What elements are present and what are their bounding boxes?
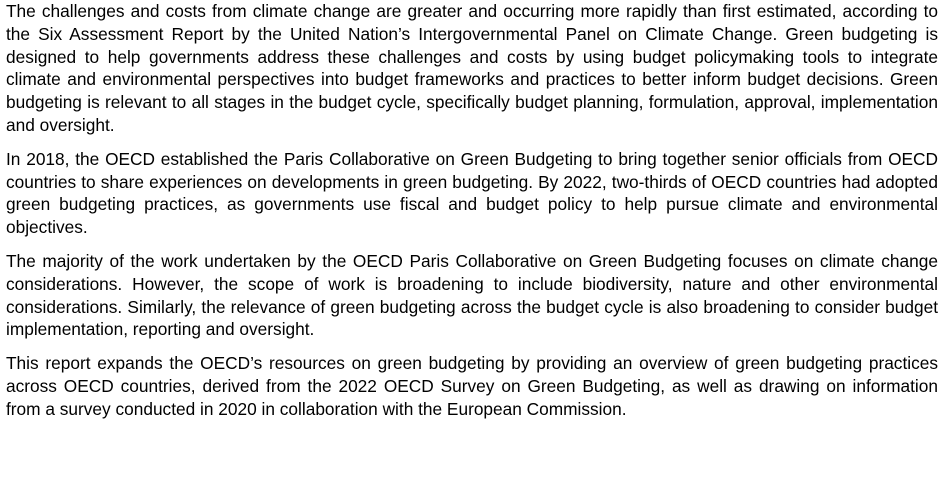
paragraph-scope-of-work: The majority of the work undertaken by the OECD Paris Collaborative on Green Budgeting focuses on climate change considerations. However, the scope of work is broadening to include biodiversity, nature and other environmental considerations. Similarly, the relevance of green budgeting across the budget cycle is also broadening to consider budget implementation, reporting and oversight. bbox=[6, 250, 938, 340]
paragraph-paris-collaborative: In 2018, the OECD established the Paris Collaborative on Green Budgeting to bring together senior officials from OECD countries to share experiences on developments in green budgeting. By 2022, two-thirds of OECD countries had adopted green budgeting practices, as governments use fiscal and budget policy to help pursue climate and environmental objectives. bbox=[6, 148, 938, 238]
paragraph-intro: The challenges and costs from climate change are greater and occurring more rapidly than first estimated, according to the Six Assessment Report by the United Nation’s Intergovernmental Panel on Climate Change. Green budgeting is designed to help governments address these challenges and costs by using budget policymaking tools to integrate climate and environmental perspectives into budget frameworks and practices to better inform budget decisions. Green budgeting is relevant to all stages in the budget cycle, specifically budget planning, formulation, approval, implementation and oversight. bbox=[6, 1, 938, 135]
paragraph-report-overview: This report expands the OECD’s resources on green budgeting by providing an overview of green budgeting practices across OECD countries, derived from the 2022 OECD Survey on Green Budgeting, as well as drawing on information from a survey conducted in 2020 in collaboration with the European Commission. bbox=[6, 353, 938, 419]
